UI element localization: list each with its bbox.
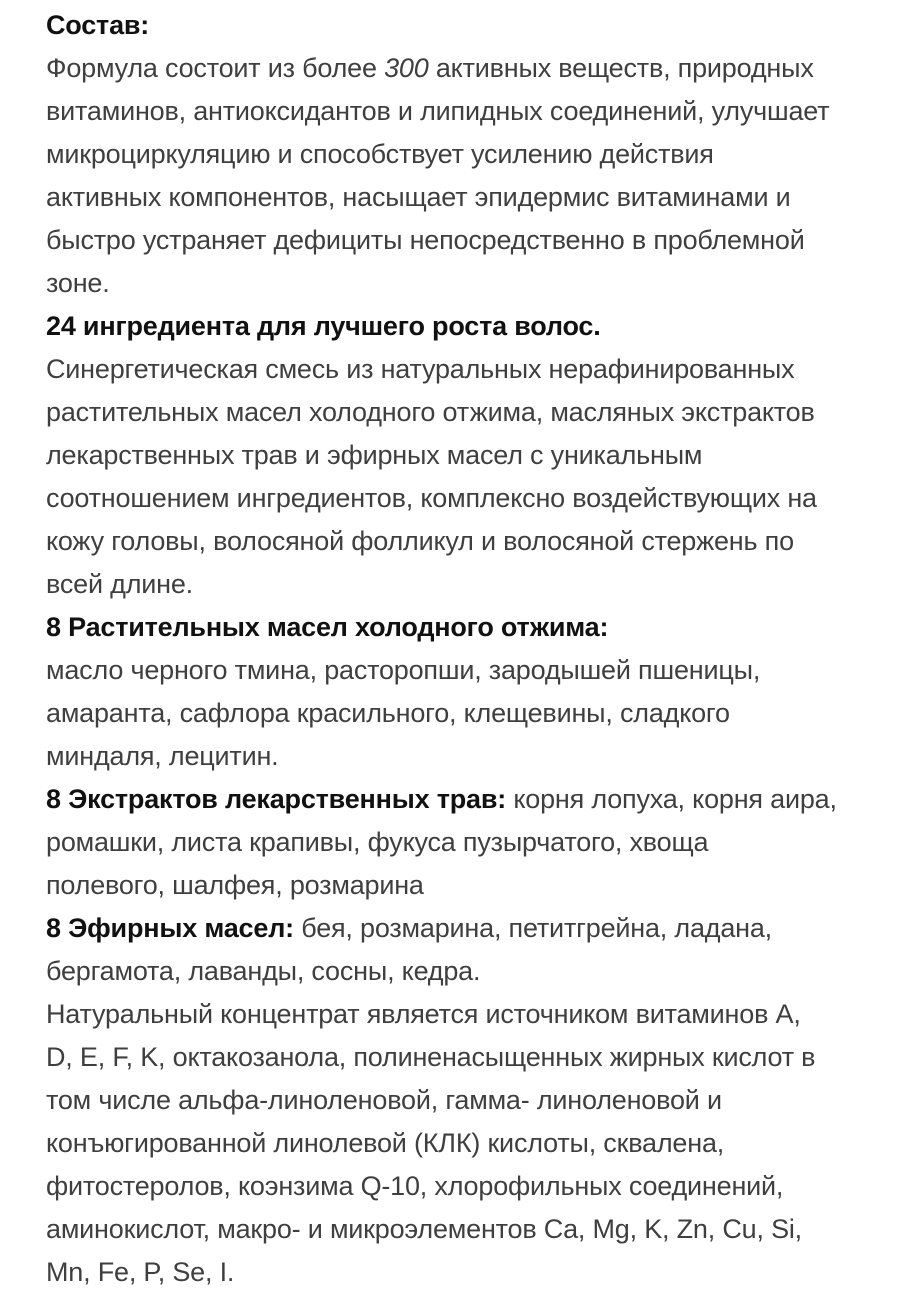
formula-line-1-start: Формула состоит из более — [46, 53, 385, 83]
herbs-line-1-text: корня лопуха, корня аира, — [506, 784, 837, 814]
composition-heading: Состав: — [46, 10, 150, 40]
oils-paragraph — [46, 649, 861, 778]
concentrate-line-1: Натуральный концентрат является источником витаминов A, — [46, 999, 801, 1029]
formula-line-4: активных компонентов, насыщает эпидермис витаминами и — [46, 182, 791, 212]
essential-heading: 8 Эфирных масел: — [46, 913, 294, 943]
essential-line-2: бергамота, лаванды, сосны, кедра. — [46, 956, 481, 986]
synergy-line-1: Синергетическая смесь из натуральных нерафинированных — [46, 354, 795, 384]
synergy-line-5: кожу головы, волосяной фолликул и волосяной стержень по — [46, 526, 794, 556]
synergy-line-3: лекарственных трав и эфирных масел с уникальным — [46, 440, 703, 470]
herbs-line-2: ромашки, листа крапивы, фукуса пузырчатого, хвоща — [46, 827, 709, 857]
synergy-line-2: растительных масел холодного отжима, масляных экстрактов — [46, 397, 815, 427]
synergy-paragraph — [46, 348, 861, 606]
concentrate-line-3: том числе альфа-линоленовой, гамма- линоленовой и — [46, 1085, 722, 1115]
concentrate-line-6: аминокислот, макро- и микроэлементов Ca, Mg, K, Zn, Cu, Si, — [46, 1214, 802, 1244]
formula-paragraph — [46, 47, 861, 305]
essential-line-1-text: бея, розмарина, петитгрейна, ладана, — [293, 913, 772, 943]
formula-line-5: быстро устраняет дефициты непосредственно в проблемной — [46, 225, 805, 255]
formula-line-3: микроциркуляцию и способствует усилению действия — [46, 139, 714, 169]
oils-heading: 8 Растительных масел холодного отжима: — [46, 612, 609, 642]
herbs-paragraph — [46, 778, 861, 907]
oils-line-1: масло черного тмина, расторопши, зародышей пшеницы, — [46, 655, 761, 685]
formula-line-6: зоне. — [46, 268, 110, 298]
herbs-line-3: полевого, шалфея, розмарина — [46, 870, 424, 900]
active-count: 300 — [384, 53, 429, 83]
essential-line-1 — [46, 907, 861, 950]
formula-line-1 — [46, 47, 861, 90]
formula-line-2: витаминов, антиоксидантов и липидных соединений, улучшает — [46, 96, 830, 126]
oils-line-3: миндаля, лецитин. — [46, 741, 279, 771]
essential-paragraph — [46, 907, 861, 993]
ingredients-heading: 24 ингредиента для лучшего роста волос. — [46, 311, 601, 341]
synergy-line-4: соотношением ингредиентов, комплексно воздействующих на — [46, 483, 817, 513]
synergy-line-6: всей длине. — [46, 569, 193, 599]
concentrate-line-2: D, E, F, K, октакозанола, полиненасыщенных жирных кислот в — [46, 1042, 816, 1072]
concentrate-line-5: фитостеролов, коэнзима Q-10, хлорофильных соединений, — [46, 1171, 784, 1201]
herbs-heading: 8 Экстрактов лекарственных трав: — [46, 784, 507, 814]
oils-line-2: амаранта, сафлора красильного, клещевины, сладкого — [46, 698, 730, 728]
concentrate-line-4: конъюгированной линолевой (КЛК) кислоты, сквалена, — [46, 1128, 725, 1158]
formula-line-1-end: активных веществ, природных — [428, 53, 814, 83]
herbs-line-1 — [46, 778, 861, 821]
concentrate-line-7: Mn, Fe, P, Se, I. — [46, 1257, 235, 1287]
concentrate-paragraph — [46, 993, 861, 1294]
